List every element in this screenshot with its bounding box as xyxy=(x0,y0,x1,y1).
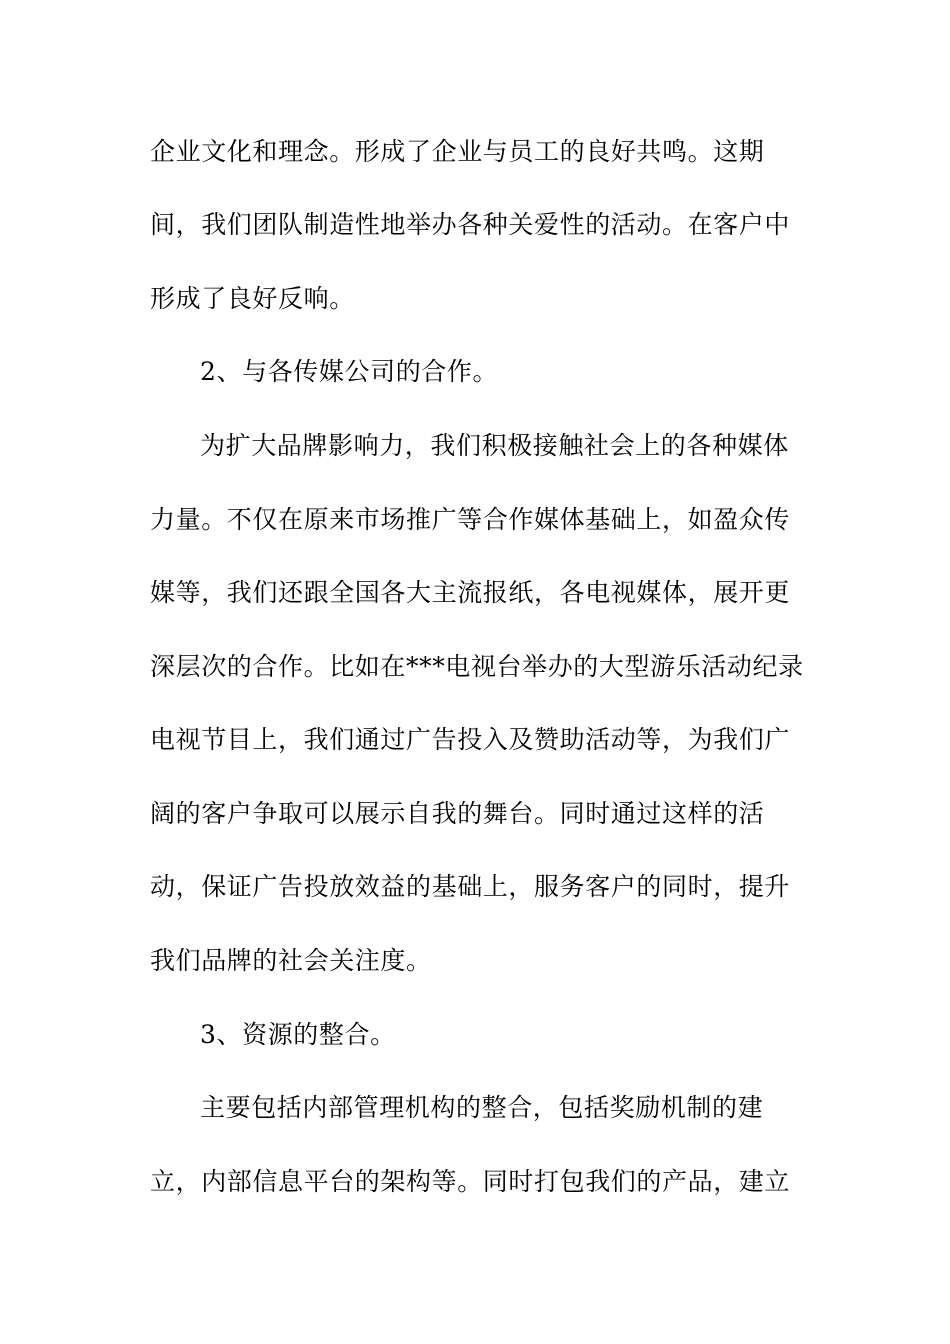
section-heading: 2、与各传媒公司的合作。 xyxy=(200,357,499,386)
text-line: 企业文化和理念。形成了企业与员工的良好共鸣。这期 xyxy=(150,137,765,166)
text-line: 深层次的合作。比如在***电视台举办的大型游乐活动纪录 xyxy=(150,652,804,681)
text-line: 立，内部信息平台的架构等。同时打包我们的产品，建立 xyxy=(150,1167,791,1196)
text-line: 形成了良好反响。 xyxy=(150,284,355,313)
text-line: 媒等，我们还跟全国各大主流报纸，各电视媒体，展开更 xyxy=(150,578,791,607)
paragraph-first-line: 为扩大品牌影响力，我们积极接触社会上的各种媒体 xyxy=(200,431,789,460)
paragraph-first-line: 主要包括内部管理机构的整合，包括奖励机制的建 xyxy=(200,1093,764,1122)
text-line: 动，保证广告投放效益的基础上，服务客户的同时，提升 xyxy=(150,872,791,901)
text-line: 我们品牌的社会关注度。 xyxy=(150,946,432,975)
text-line: 电视节目上，我们通过广告投入及赞助活动等，为我们广 xyxy=(150,725,791,754)
text-line: 间，我们团队制造性地举办各种关爱性的活动。在客户中 xyxy=(150,210,791,239)
section-heading: 3、资源的整合。 xyxy=(200,1020,396,1049)
text-line: 力量。不仅在原来市场推广等合作媒体基础上，如盈众传 xyxy=(150,505,791,534)
text-line: 阔的客户争取可以展示自我的舞台。同时通过这样的活 xyxy=(150,799,765,828)
